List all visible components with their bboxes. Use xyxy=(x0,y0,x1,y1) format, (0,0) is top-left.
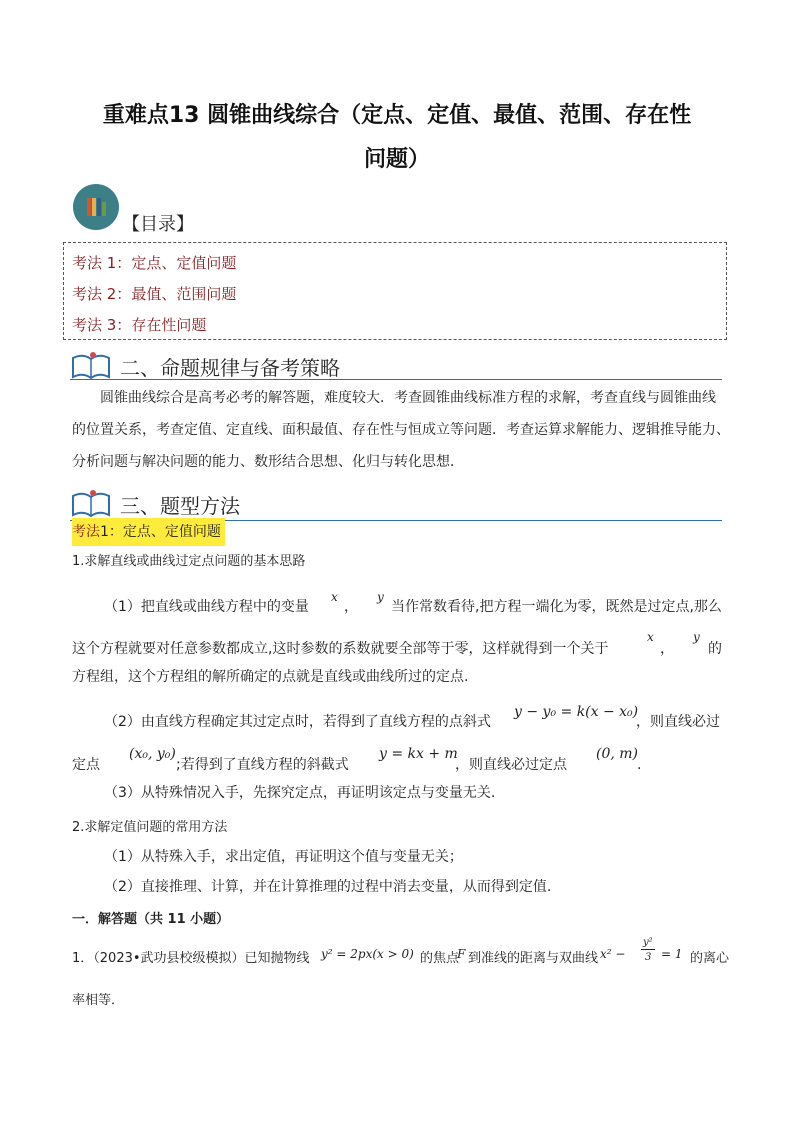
book-stack-icon xyxy=(73,184,119,230)
section-title: 三、题型方法 xyxy=(120,494,240,518)
question-text: 率相等． xyxy=(72,993,125,1008)
math-equation: y = kx + m xyxy=(379,746,458,762)
paragraph-line: （2）直接推理、计算，并在计算推理的过程中消去变量，从而得到定值. xyxy=(104,879,552,895)
page-title-line1: 重难点13 圆锥曲线综合（定点、定值、最值、范围、存在性 xyxy=(102,103,692,128)
method-heading: 考法1：定点、定值问题 xyxy=(72,518,225,546)
exercise-heading: 一．解答题（共 11 小题） xyxy=(72,912,230,927)
paragraph-line: 定点 xyxy=(72,757,100,773)
math-point: (0, m) xyxy=(596,746,639,762)
question-text: 的焦点 xyxy=(420,951,460,966)
paragraph-line: 的 xyxy=(708,641,722,657)
toc-item[interactable]: 考法 3：存在性问题 xyxy=(72,316,207,334)
paragraph-line: 分析问题与解决问题的能力、数形结合思想、化归与转化思想． xyxy=(72,454,464,470)
open-book-icon xyxy=(71,350,111,380)
section-title: 二、命题规律与备考策略 xyxy=(120,356,340,380)
open-book-icon xyxy=(71,488,111,518)
punct: . xyxy=(637,757,642,773)
subheading: 1.求解直线或曲线过定点问题的基本思路 xyxy=(72,554,306,569)
math-fraction-num: y² xyxy=(643,937,653,948)
math-var: y xyxy=(693,630,700,644)
paragraph-line: （1）把直线或曲线方程中的变量 xyxy=(104,599,309,615)
paragraph-line: 方程组，这个方程组的解所确定的点就是直线或曲线所过的定点. xyxy=(72,669,469,685)
paragraph-line: 当作常数看待,把方程一端化为零，既然是过定点,那么 xyxy=(391,599,722,615)
paragraph-line: ，则直线必过 xyxy=(636,714,720,730)
divider xyxy=(70,379,722,380)
paragraph-line: ;若得到了直线方程的斜截式 xyxy=(176,757,349,773)
subheading: 2.求解定值问题的常用方法 xyxy=(72,820,228,835)
math-var: x xyxy=(647,630,654,644)
math-equation: x² − xyxy=(600,947,626,961)
punct: ， xyxy=(660,641,674,657)
math-point: (x₀, y₀) xyxy=(129,746,176,762)
paragraph-line: 圆锥曲线综合是高考必考的解答题，难度较大．考查圆锥曲线标准方程的求解，考查直线与圆锥曲线 xyxy=(100,390,716,406)
math-fraction-den: 3 xyxy=(645,952,652,963)
math-equation: y − y₀ = k(x − x₀) xyxy=(514,704,639,720)
math-var: x xyxy=(331,590,338,604)
question-text: 到准线的距离与双曲线 xyxy=(468,951,599,966)
toc-item[interactable]: 考法 1：定点、定值问题 xyxy=(72,254,237,272)
toc-item[interactable]: 考法 2：最值、范围问题 xyxy=(72,285,237,303)
toc-heading: 【目录】 xyxy=(122,214,194,235)
paragraph-line: （3）从特殊情况入手，先探究定点，再证明该定点与变量无关. xyxy=(104,785,496,801)
math-var: y xyxy=(377,590,384,604)
page-title-line2: 问题） xyxy=(363,147,430,172)
paragraph-line: 这个方程就要对任意参数都成立,这时参数的系数就要全部等于零，这样就得到一个关于 xyxy=(72,641,609,657)
question-text: 的离心 xyxy=(690,951,730,966)
question-text: 1．（2023•武功县校级模拟）已知抛物线 xyxy=(72,951,310,966)
paragraph-line: （1）从特殊入手，求出定值，再证明这个值与变量无关； xyxy=(104,849,463,865)
paragraph-line: （2）由直线方程确定其过定点时，若得到了直线方程的点斜式 xyxy=(104,714,491,730)
punct: ， xyxy=(344,599,358,615)
math-var: F xyxy=(457,947,466,961)
math-equation: y² = 2px(x > 0) xyxy=(321,947,414,961)
math-equation: = 1 xyxy=(661,947,683,961)
paragraph-line: ，则直线必过定点 xyxy=(455,757,567,773)
paragraph-line: 的位置关系，考查定值、定直线、面积最值、存在性与恒成立等问题．考查运算求解能力、逻辑推导能力、 xyxy=(72,422,730,438)
